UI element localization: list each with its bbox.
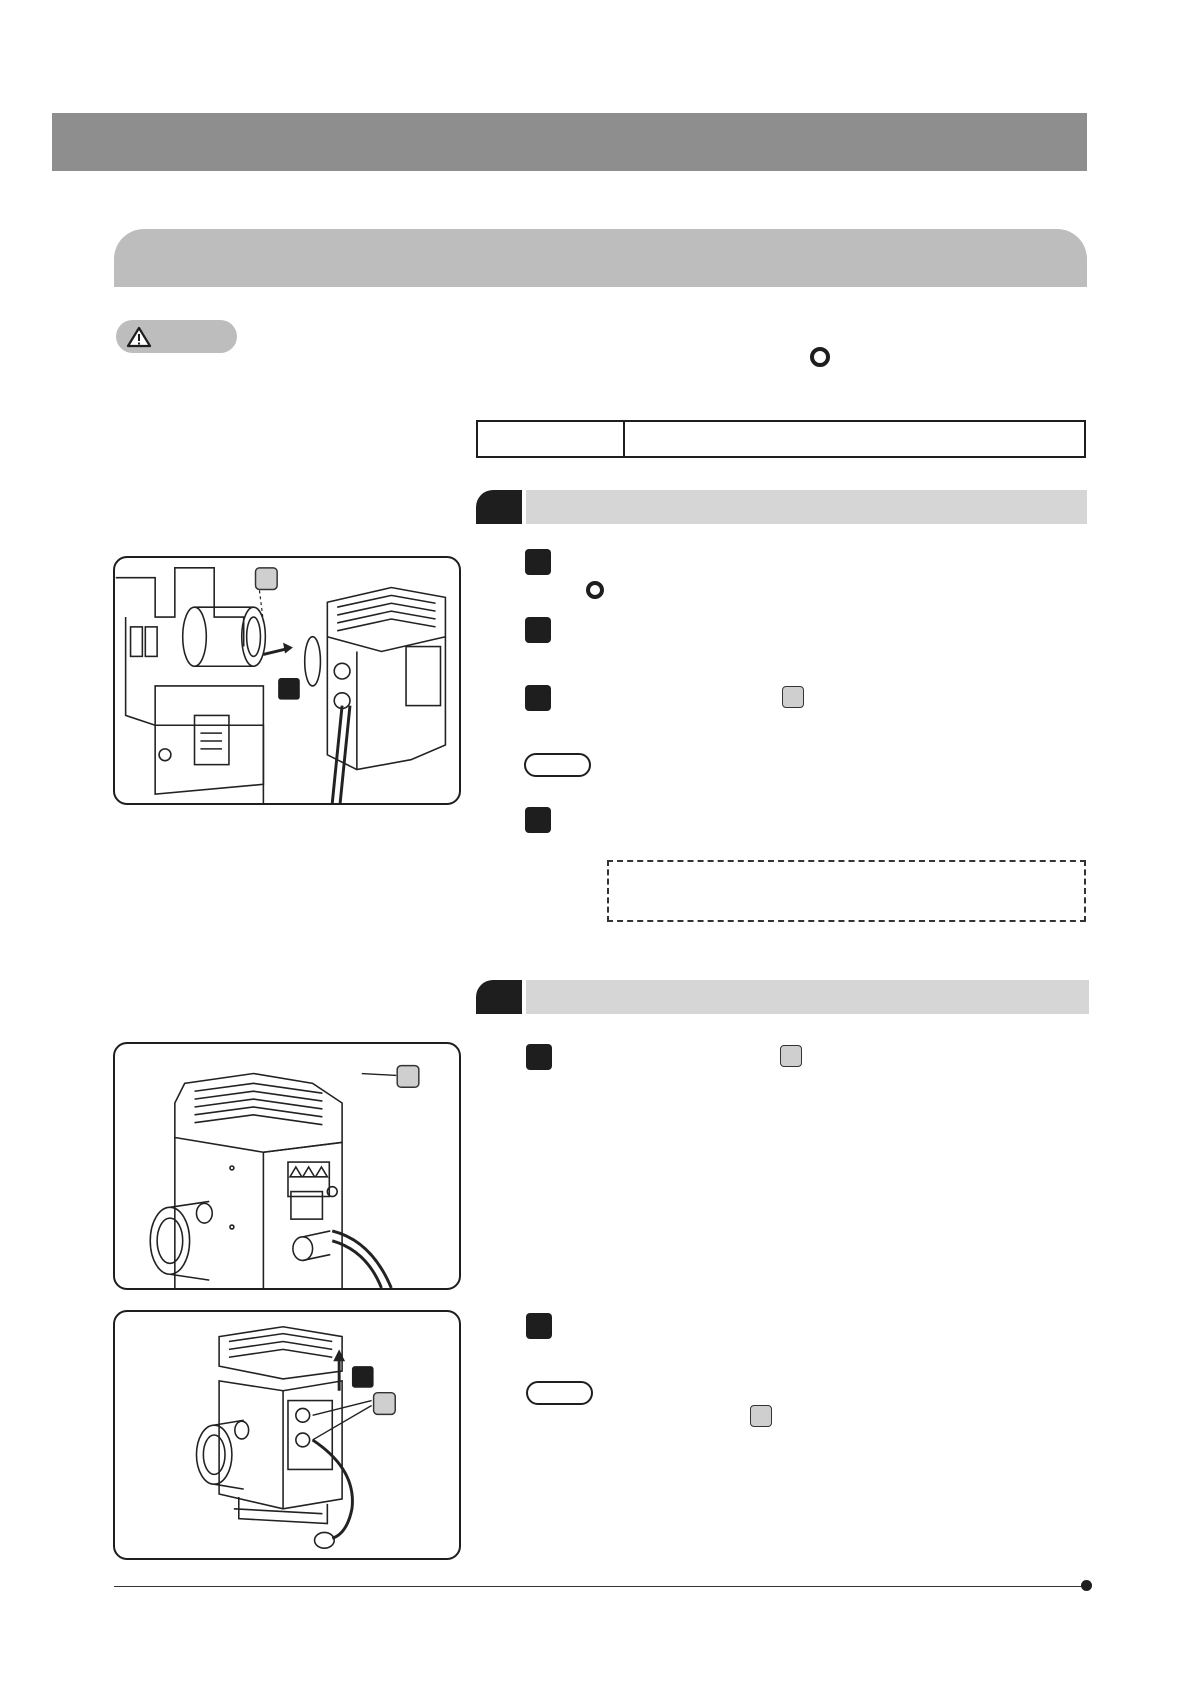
figure-lamphouse-front (113, 1042, 461, 1290)
subheading-2 (476, 980, 1089, 1014)
lamphouse-front-drawing (115, 1044, 459, 1288)
table-divider (623, 422, 625, 456)
figure-lamphouse-removal (113, 556, 461, 805)
caution-label (116, 320, 237, 353)
step-marker-2 (526, 1313, 552, 1339)
callout-box (750, 1405, 772, 1427)
reference-ring-icon (586, 581, 604, 599)
subheading-2-tab (476, 980, 522, 1014)
note-label (526, 1381, 593, 1405)
step-marker-2 (525, 617, 551, 643)
warning-triangle-icon (126, 326, 152, 348)
callout-box (780, 1045, 802, 1067)
callout-box (782, 686, 804, 708)
step-marker-3 (525, 685, 551, 711)
step-marker-1 (525, 549, 551, 575)
subheading-1-tab (476, 490, 522, 524)
spec-table (476, 420, 1086, 458)
subheading-1 (476, 490, 1087, 524)
step-marker-4 (525, 807, 551, 833)
subheading-2-bar (526, 980, 1089, 1014)
section-header-bar (114, 229, 1087, 287)
lamphouse-lifting-drawing (115, 1312, 459, 1558)
step-marker-1 (526, 1044, 552, 1070)
note-label (524, 753, 591, 777)
dashed-notice-box (607, 860, 1086, 922)
subheading-1-bar (526, 490, 1087, 524)
microscope-lamphouse-removal-drawing (115, 558, 459, 803)
figure-lamphouse-lift (113, 1310, 461, 1560)
footer-dot (1081, 1580, 1092, 1591)
reference-ring-icon (810, 347, 830, 367)
chapter-header-bar (52, 113, 1087, 171)
footer-rule (114, 1586, 1084, 1587)
